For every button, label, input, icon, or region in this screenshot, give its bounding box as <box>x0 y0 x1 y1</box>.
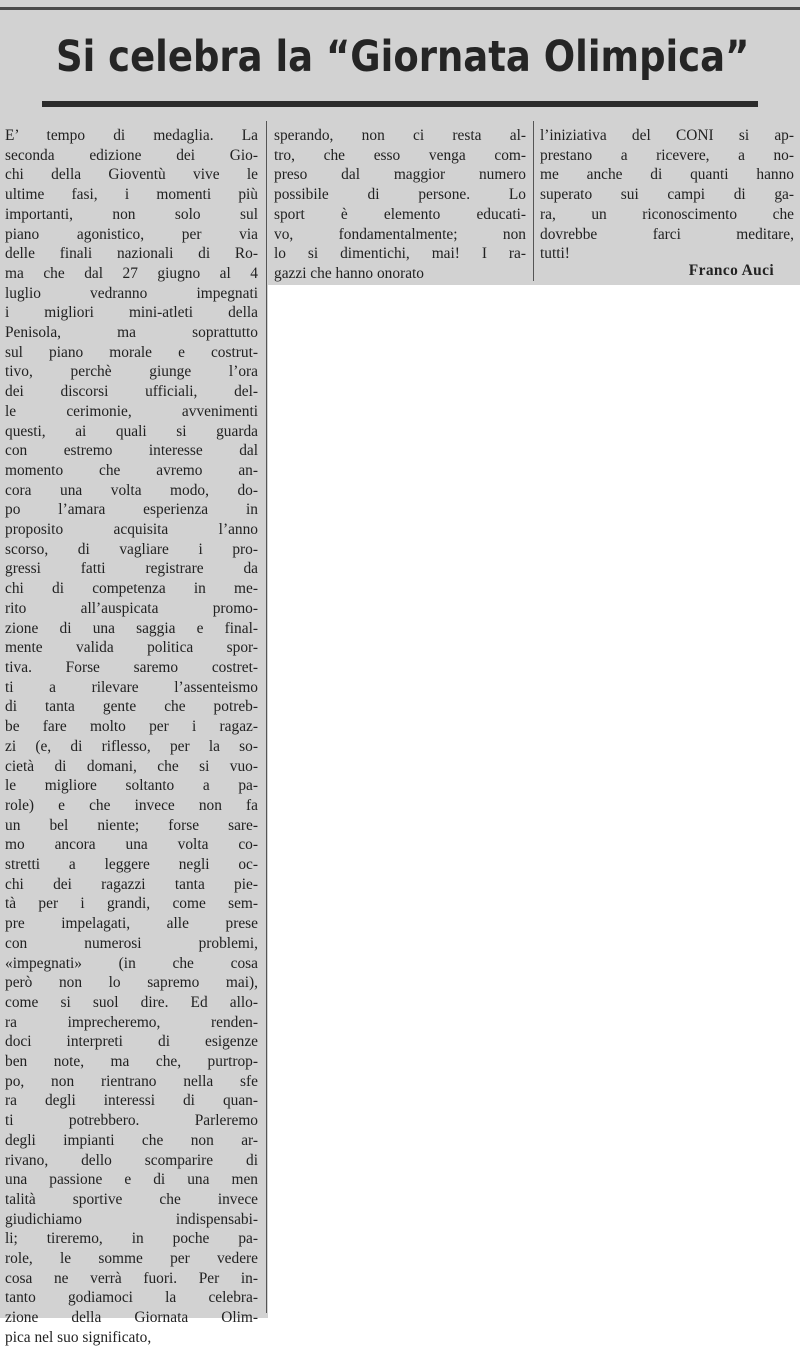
text-line: tà per i grandi, come sem- <box>5 895 258 913</box>
text-line: seconda edizione dei Gio- <box>5 146 258 164</box>
text-line: sul piano morale e costrut- <box>5 343 258 361</box>
text-line: momento che avremo an- <box>5 461 258 479</box>
text-line: tutti! <box>540 245 570 263</box>
text-line: lo si dimentichi, mai! I ra- <box>274 245 526 263</box>
text-line: importanti, non solo sul <box>5 205 258 223</box>
text-line: sperando, non ci resta al- <box>274 127 526 144</box>
text-line: dovrebbe farci meditare, <box>540 225 794 243</box>
text-line: i migliori mini-atleti della <box>5 304 258 322</box>
text-line: role) e che invece non fa <box>5 796 258 814</box>
text-line: be fare molto per i ragaz- <box>5 718 258 736</box>
text-line: tiva. Forse saremo costret- <box>5 658 258 676</box>
text-line: preso dal maggior numero <box>274 166 526 184</box>
text-line: doci interpreti di esigenze <box>5 1033 258 1051</box>
text-line: scorso, di vagliare i pro- <box>5 540 258 558</box>
text-line: cietà di domani, che si vuo- <box>5 757 258 775</box>
text-line: pica nel suo significato, <box>5 1328 152 1346</box>
headline-rule <box>42 101 758 107</box>
text-line: con estremo interesse dal <box>5 442 258 460</box>
text-line: ti potrebbero. Parleremo <box>5 1112 258 1130</box>
text-line: degli impianti che non ar- <box>5 1131 258 1149</box>
text-line: me anche di quanti hanno <box>540 166 794 184</box>
author-signature: Franco Auci <box>688 262 774 279</box>
text-line: stretti a leggere negli oc- <box>5 856 258 874</box>
text-line: role, le somme per vedere <box>5 1250 258 1268</box>
article-column-1 <box>5 126 258 1348</box>
text-line: delle finali nazionali di Ro- <box>5 245 258 263</box>
text-line: l’iniziativa del CONI si ap- <box>540 127 794 144</box>
article-column-2 <box>274 126 526 284</box>
text-line: chi di competenza in me- <box>5 580 258 598</box>
text-line: tanto godiamoci la celebra- <box>5 1289 258 1307</box>
text-line: una passione e di una men <box>5 1171 258 1189</box>
text-line: piano agonistico, per via <box>5 225 258 243</box>
text-line: sport è elemento educati- <box>274 205 526 223</box>
text-line: giudichiamo indispensabi- <box>5 1210 258 1228</box>
text-line: zi (e, di riflesso, per la so- <box>5 737 258 755</box>
text-line: cosa ne verrà fuori. Per in- <box>5 1269 258 1287</box>
text-line: chi dei ragazzi tanta pie- <box>5 875 258 893</box>
text-line: Penisola, ma soprattutto <box>5 324 258 342</box>
text-line: mente valida politica spor- <box>5 639 258 657</box>
text-line: tivo, perchè giunge l’ora <box>5 363 258 381</box>
text-line: le migliore soltanto a pa- <box>5 777 258 795</box>
text-line: ben note, ma che, purtrop- <box>5 1053 258 1071</box>
text-line: ra imprecheremo, renden- <box>5 1013 258 1031</box>
text-line: proposito acquisita l’anno <box>5 521 258 539</box>
text-line: E’ tempo di medaglia. La <box>5 127 258 144</box>
text-line: mo ancora una volta co- <box>5 836 258 854</box>
text-line: gressi fatti registrare da <box>5 560 258 578</box>
text-line: «impegnati» (in che cosa <box>5 954 258 972</box>
text-line: questi, ai quali si guarda <box>5 422 258 440</box>
text-line: chi della Gioventù vive le <box>5 166 258 184</box>
text-line: come si suol dire. Ed allo- <box>5 993 258 1011</box>
text-line: un bel niente; forse sare- <box>5 816 258 834</box>
top-rule <box>0 7 800 10</box>
column-divider <box>533 121 534 281</box>
text-line: superato sui campi di ga- <box>540 186 794 204</box>
text-line: cora una volta modo, do- <box>5 481 258 499</box>
text-line: li; tireremo, in poche pa- <box>5 1230 258 1248</box>
text-line: ultime fasi, i momenti più <box>5 186 258 204</box>
article-column-3 <box>540 126 794 264</box>
text-line: talità sportive che invece <box>5 1190 258 1208</box>
text-line: po, non rientrano nella sfe <box>5 1072 258 1090</box>
text-line: rivano, dello scomparire di <box>5 1151 258 1169</box>
text-line: luglio vedranno impegnati <box>5 284 258 302</box>
text-line: le cerimonie, avvenimenti <box>5 402 258 420</box>
text-line: vo, fondamentalmente; non <box>274 225 526 243</box>
text-line: rito all’auspicata promo- <box>5 599 258 617</box>
text-line: con numerosi problemi, <box>5 934 258 952</box>
text-line: zione di una saggia e final- <box>5 619 258 637</box>
text-line: dei discorsi ufficiali, del- <box>5 383 258 401</box>
text-line: zione della Giornata Olim- <box>5 1309 258 1327</box>
text-line: prestano a ricevere, a no- <box>540 146 794 164</box>
text-line: ra, un riconoscimento che <box>540 205 794 223</box>
text-line: possibile di persone. Lo <box>274 186 526 204</box>
article-headline: Si celebra la “Giornata Olimpica” <box>56 32 750 82</box>
column-divider <box>266 121 267 1313</box>
text-line: ra degli interessi di quan- <box>5 1092 258 1110</box>
text-line: ma che dal 27 giugno al 4 <box>5 264 258 282</box>
text-line: però non lo sapremo mai), <box>5 974 258 992</box>
text-line: ti a rilevare l’assenteismo <box>5 678 258 696</box>
text-line: pre impelagati, alle prese <box>5 915 258 933</box>
text-line: po l’amara esperienza in <box>5 501 258 519</box>
text-line: gazzi che hanno onorato <box>274 264 424 282</box>
text-line: di tanta gente che potreb- <box>5 698 258 716</box>
text-line: tro, che esso venga com- <box>274 146 526 164</box>
